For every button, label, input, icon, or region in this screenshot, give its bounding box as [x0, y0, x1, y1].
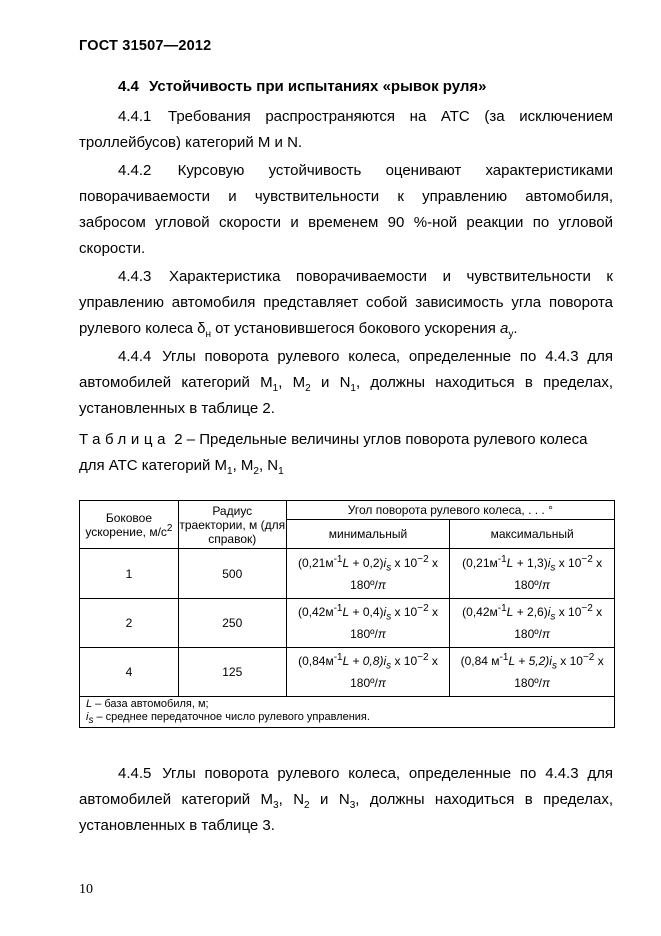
- note-text: – база автомобиля, м;: [92, 698, 209, 710]
- paragraph-4-4-2: [79, 158, 613, 262]
- subscript: 3: [349, 800, 356, 811]
- section-title-text: Устойчивость при испытаниях «рывок руля»: [149, 78, 487, 95]
- table-caption-text: , M: [232, 457, 254, 474]
- paragraph-4-4-3: [79, 264, 613, 342]
- superscript: -1: [499, 652, 509, 663]
- paragraph-number: 4.4.1: [118, 108, 152, 125]
- subscript: s: [551, 660, 557, 672]
- cell-max-angle: [450, 648, 615, 697]
- formula-part: 180º/: [514, 627, 542, 641]
- variable: L + 5,2): [508, 654, 550, 668]
- superscript: −2: [581, 603, 593, 614]
- formula-part: x 10: [556, 654, 583, 668]
- superscript: −2: [581, 553, 593, 565]
- cell-radius: 125: [178, 648, 286, 697]
- paragraph-text: Требования распространяются на АТС (за исключением троллейбусов) категорий М и N.: [79, 108, 613, 151]
- paragraph-number: 4.4.4: [118, 348, 152, 365]
- formula-part: 180º/: [350, 577, 378, 592]
- formula-part: (0,84м: [298, 654, 334, 668]
- formula-part: + 0,4): [349, 605, 384, 619]
- header-min: [286, 520, 450, 549]
- formula-part: + 0,2): [349, 555, 384, 570]
- formula-part: x 10: [555, 605, 582, 619]
- paragraph-text: и N: [310, 374, 351, 391]
- table-row: [80, 549, 615, 599]
- variable: π: [542, 577, 551, 592]
- variable: L: [506, 555, 514, 570]
- superscript: -1: [497, 603, 507, 614]
- superscript: −2: [417, 652, 429, 663]
- formula-part: x: [428, 555, 438, 570]
- superscript: −2: [582, 652, 595, 663]
- formula-part: x: [592, 605, 603, 619]
- header-radius-text: Радиус траектории, м (для справок): [179, 503, 286, 546]
- cell-max-angle: [450, 599, 615, 648]
- variable: π: [377, 577, 386, 592]
- subscript: s: [550, 561, 556, 573]
- formula-part: x 10: [391, 555, 418, 570]
- header-max: [450, 520, 615, 549]
- variable: L: [86, 698, 93, 710]
- table-caption-label: Таблица: [79, 431, 171, 448]
- paragraph-4-4-5: [79, 761, 613, 839]
- formula-part: x: [592, 555, 603, 570]
- paragraph-text: , должны находиться в пределах, установленных в таблице 3.: [79, 791, 613, 834]
- limits-table: [79, 500, 615, 728]
- note-text: – среднее передаточное число рулевого управления.: [93, 711, 370, 723]
- superscript: −2: [417, 553, 429, 565]
- subscript: s: [386, 660, 392, 672]
- variable: π: [542, 627, 551, 641]
- table-caption-number: 2: [174, 431, 183, 448]
- header-accel: [80, 501, 179, 549]
- header-angle-text: Угол поворота рулевого колеса, . . . °: [347, 503, 553, 517]
- cell-accel: 4: [80, 648, 179, 697]
- paragraph-text: , должны находиться в пределах, установленных в таблице 2.: [79, 374, 613, 417]
- cell-min-angle: [286, 599, 450, 648]
- superscript: -1: [333, 652, 343, 663]
- cell-min-angle: [286, 549, 450, 599]
- superscript: -1: [333, 603, 343, 614]
- variable: i: [547, 555, 551, 570]
- variable: L + 0,8): [342, 654, 384, 668]
- table-caption: [79, 427, 613, 479]
- formula-part: + 2,6): [513, 605, 548, 619]
- header-angle: [286, 501, 614, 520]
- variable: i: [383, 654, 387, 668]
- formula-part: (0,21м: [297, 555, 334, 570]
- subscript: 1: [272, 383, 279, 394]
- formula-part: x 10: [555, 555, 582, 570]
- paragraph-end: .: [513, 320, 518, 337]
- header-max-text: максимальный: [490, 527, 574, 541]
- cell-radius: 500: [178, 549, 286, 599]
- formula-part: (0,42м: [462, 605, 498, 619]
- subscript: s: [386, 561, 392, 573]
- paragraph-text: , N: [278, 791, 305, 808]
- paragraph-text: Углы поворота рулевого колеса, определенные по 4.4.3 для автомобилей категорий M: [79, 348, 614, 391]
- superscript: −2: [417, 603, 429, 614]
- cell-radius: 250: [178, 599, 286, 648]
- formula-part: 180º/: [350, 676, 378, 690]
- paragraph-text: Углы поворота рулевого колеса, определенные по 4.4.3 для автомобилей категорий M: [79, 765, 614, 808]
- subscript: 1: [350, 383, 356, 394]
- formula-part: (0,42м: [297, 605, 334, 619]
- variable: π: [377, 627, 386, 641]
- formula-part: 180º/: [350, 627, 378, 641]
- subscript: 2: [305, 383, 311, 394]
- formula-part: x: [594, 654, 604, 668]
- note-line: [86, 711, 608, 727]
- section-number: 4.4: [118, 78, 139, 95]
- header-radius: [178, 501, 286, 549]
- formula-part: + 1,3): [513, 555, 548, 570]
- paragraph-number: 4.4.2: [118, 162, 152, 179]
- paragraph-text: и N: [309, 791, 350, 808]
- table-notes-cell: [80, 697, 615, 728]
- formula-part: x: [428, 654, 438, 668]
- subscript: 2: [253, 466, 259, 477]
- page-number: 10: [79, 882, 93, 897]
- document-code: ГОСТ 31507—2012: [79, 38, 212, 54]
- formula-part: (0,84 м: [460, 654, 500, 668]
- subscript: 2: [304, 800, 310, 811]
- superscript: -1: [333, 553, 343, 565]
- table-row: [80, 648, 615, 697]
- variable: i: [383, 555, 387, 570]
- subscript: s: [550, 611, 556, 623]
- subscript: s: [88, 715, 94, 727]
- paragraph-4-4-4: [79, 344, 613, 422]
- variable: π: [377, 676, 386, 690]
- formula-part: 180º/: [514, 577, 542, 592]
- note-line: [86, 698, 608, 711]
- paragraph-number: 4.4.3: [118, 268, 152, 285]
- variable: i: [383, 605, 387, 619]
- paragraph-text: от установившегося бокового ускорения: [210, 320, 500, 337]
- cell-accel: 2: [80, 599, 179, 648]
- section-title: [118, 78, 486, 95]
- subscript: s: [386, 611, 392, 623]
- subscript: н: [205, 329, 211, 340]
- cell-max-angle: [450, 549, 615, 599]
- superscript: -1: [497, 553, 507, 565]
- subscript: 1: [227, 466, 233, 477]
- paragraph-number: 4.4.5: [118, 765, 152, 782]
- formula-part: x 10: [391, 605, 418, 619]
- variable: a: [500, 320, 509, 337]
- formula-part: x 10: [391, 654, 418, 668]
- header-accel-text: Боковое ускорение, м/с: [85, 510, 167, 539]
- superscript: 2: [166, 522, 173, 534]
- paragraph-4-4-1: [79, 104, 613, 156]
- variable: i: [549, 654, 552, 668]
- formula-part: 180º/: [514, 676, 542, 690]
- table-caption-text: – Предельные величины углов поворота рулевого колеса для АТС категорий M: [79, 431, 588, 474]
- variable: i: [547, 605, 551, 619]
- formula-part: (0,21м: [462, 555, 498, 570]
- variable: i: [86, 711, 89, 723]
- subscript: 3: [273, 800, 279, 811]
- table-notes: [80, 697, 615, 728]
- paragraph-text: Курсовую устойчивость оценивают характеристиками поворачиваемости и чувствительности к управлению автомобиля, забросом угловой скорости и временем 90 %-ной реакции по угловой скорости.: [79, 162, 613, 257]
- subscript: y: [508, 329, 514, 340]
- table-row: [80, 599, 615, 648]
- formula-part: x: [428, 605, 438, 619]
- cell-min-angle: [286, 648, 450, 697]
- cell-accel: 1: [80, 549, 179, 599]
- paragraph-text: Характеристика поворачиваемости и чувствительности к управлению автомобиля представляет собой зависимость угла поворота рулевого колеса δ: [79, 268, 613, 337]
- variable: π: [542, 676, 551, 690]
- subscript: 1: [278, 466, 284, 477]
- variable: L: [342, 605, 350, 619]
- variable: L: [506, 605, 514, 619]
- header-min-text: минимальный: [328, 527, 408, 541]
- paragraph-text: , M: [278, 374, 306, 391]
- table-caption-text: , N: [258, 457, 279, 474]
- variable: L: [342, 555, 350, 570]
